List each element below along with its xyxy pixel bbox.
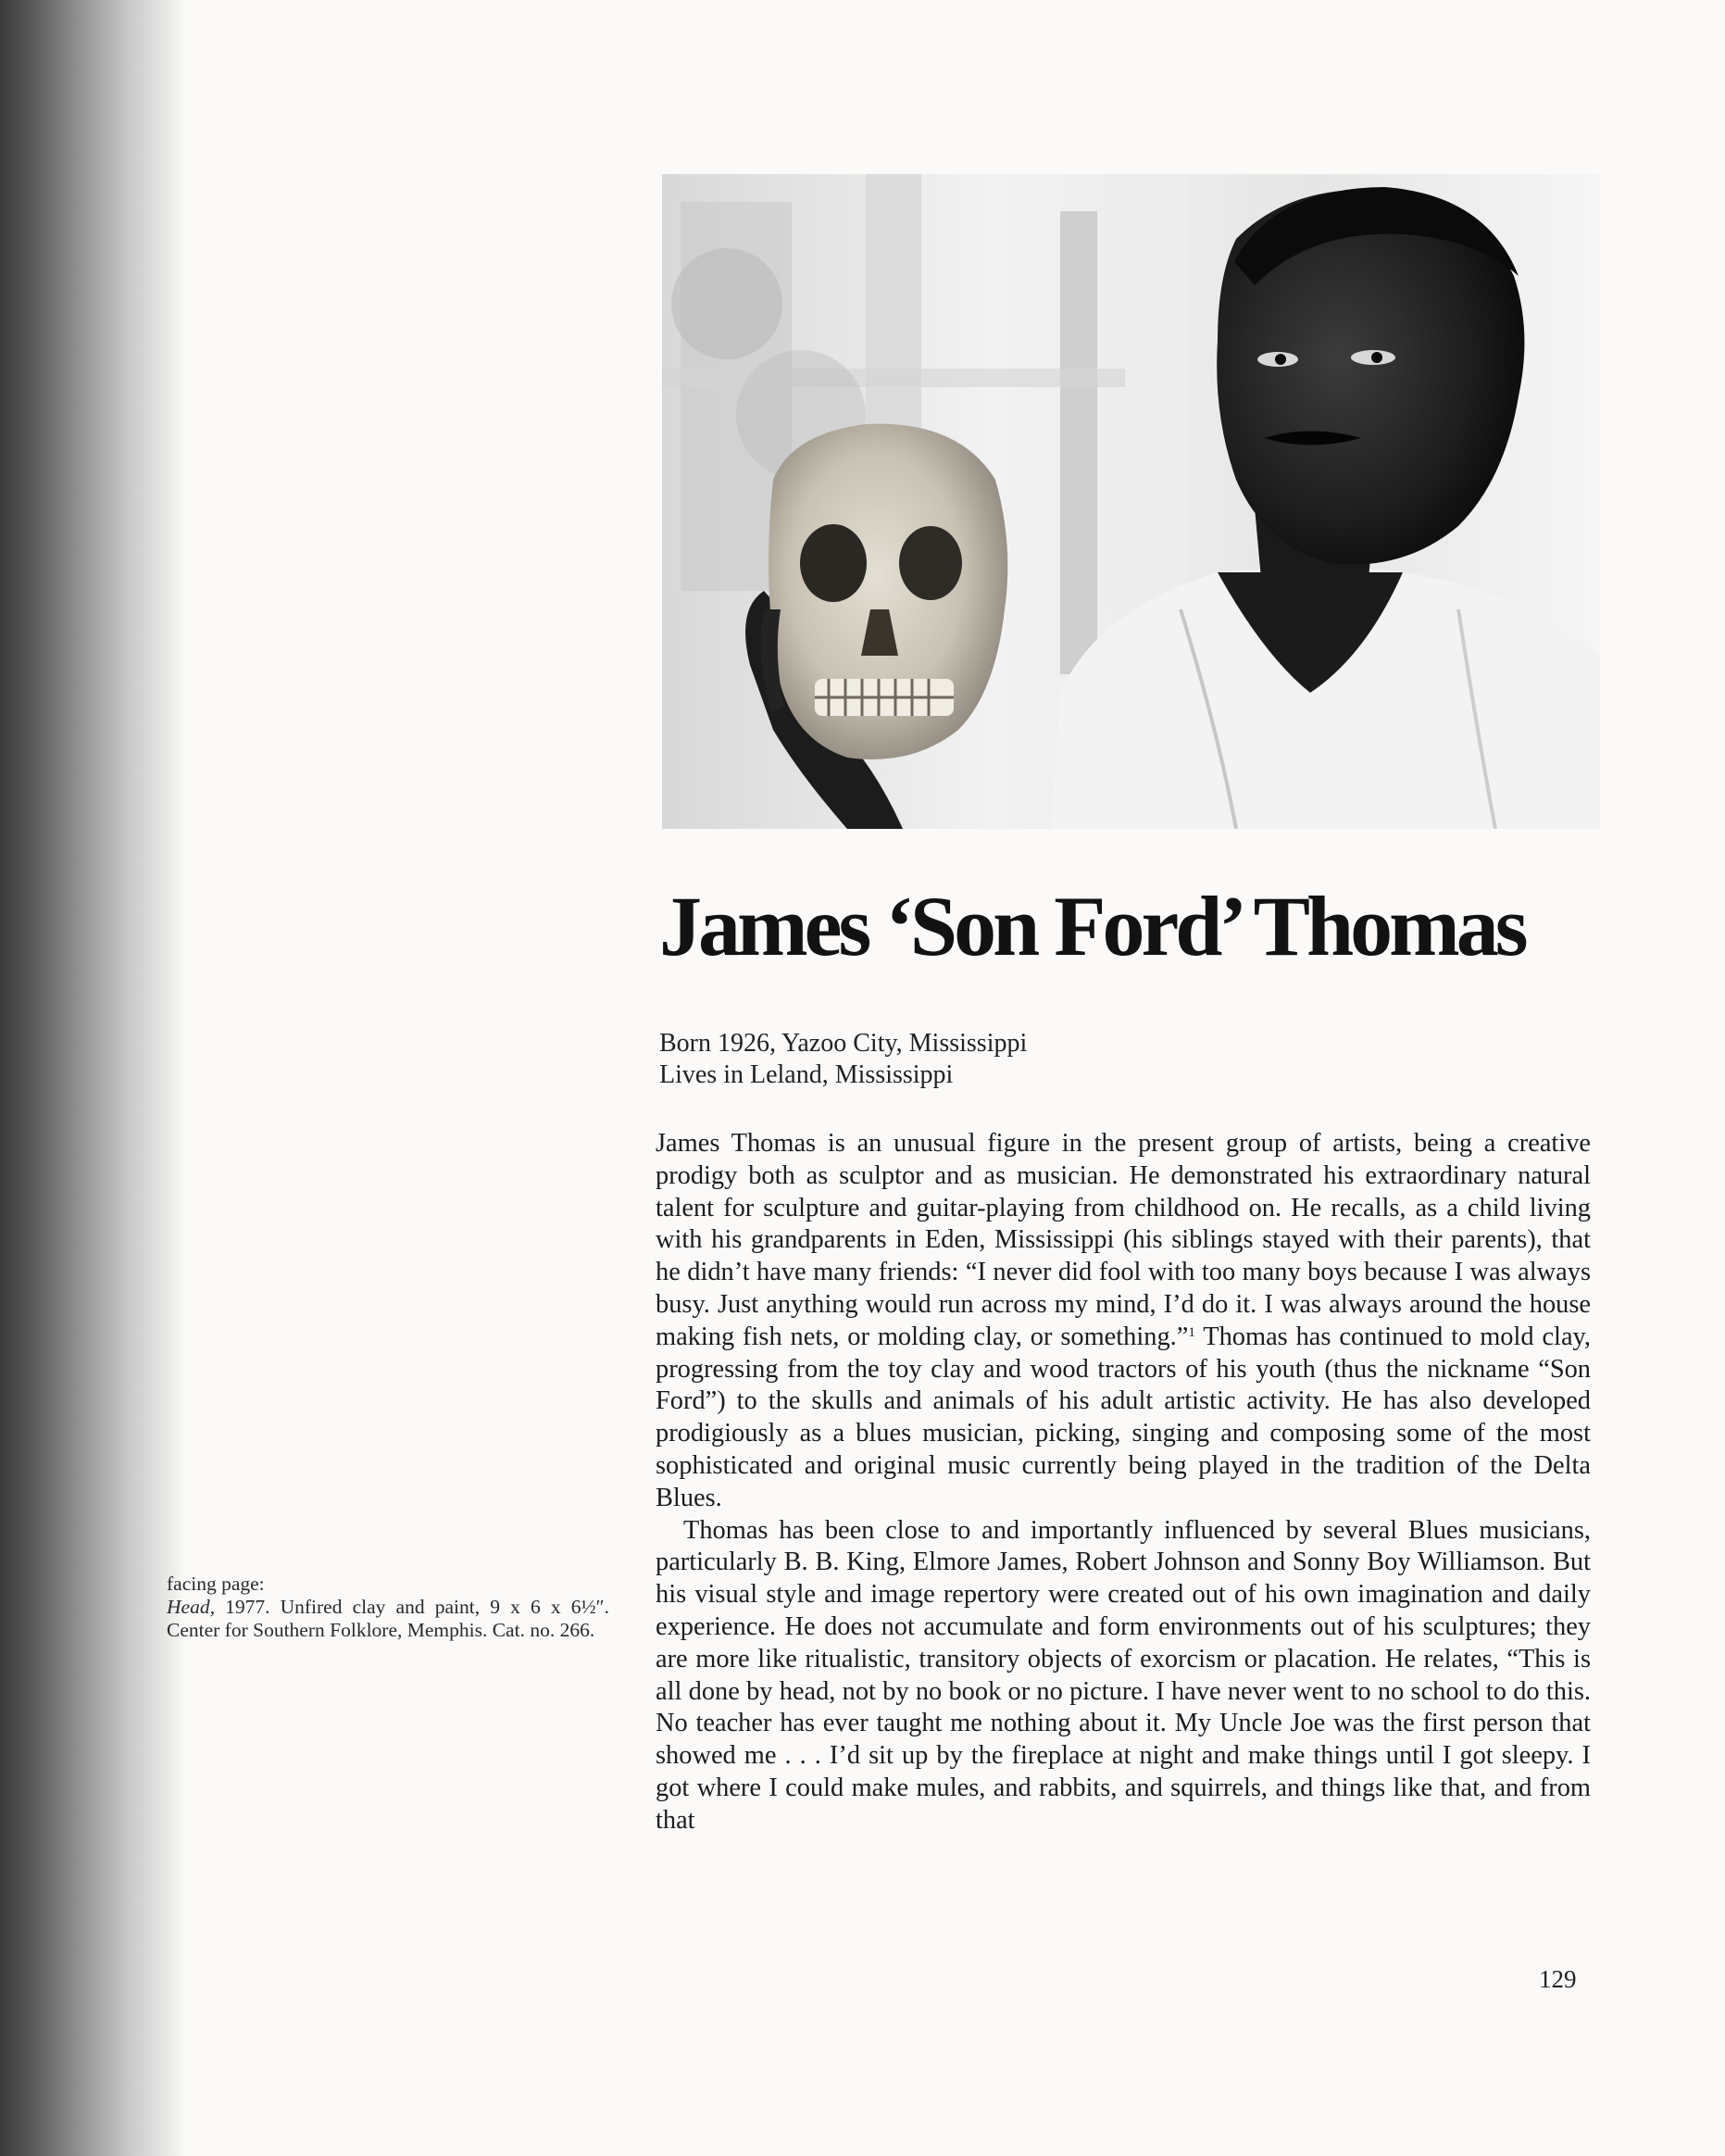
article-body <box>656 1128 1591 1837</box>
figure-caption <box>167 1573 609 1642</box>
article-title: James ‘Son Ford’ Thomas <box>659 879 1525 973</box>
caption-details: 1977. Unfired clay and paint, 9 x 6 x 6½″. Center for Southern Folklore, Memphis. Cat. no. 266. <box>167 1596 609 1641</box>
paragraph-1 <box>656 1128 1591 1515</box>
caption-label: facing page: <box>167 1573 265 1595</box>
artist-photo <box>662 174 1600 829</box>
paragraph-1-part-1: James Thomas is an unusual figure in the present group of artists, being a creative prodigy both as sculptor and as musician. He demonstrated his extraordinary natural talent for sculpture and guitar-playing from childhood on. He recalls, as a child living with his grandparents in Eden, Mississippi (his siblings stayed with their parents), that he didn’t have many friends: “I never did fool with too many boys because I was always busy. Just anything would run across my mind, I’d do it. I was always around the house making fish nets, or molding clay, or something.” <box>656 1129 1591 1351</box>
birth-info: Born 1926, Yazoo City, Mississippi <box>659 1029 1028 1058</box>
artist-photo-illustration <box>662 174 1600 829</box>
paragraph-2: Thomas has been close to and importantly influenced by several Blues musicians, particularly B. B. King, Elmore James, Robert Johnson and Sonny Boy Williamson. But his visual style and image repertory were created out of his own imagination and daily experience. He does not accumulate and form environments out of his sculptures; they are more like ritualistic, transitory objects of exorcism or placation. He relates, “This is all done by head, not by no book or no picture. I have never went to no school to do this. No teacher has ever taught me nothing about it. My Uncle Joe was the first person that showed me . . . I’d sit up by the fireplace at night and make things until I got sleepy. I got where I could make mules, and rabbits, and squirrels, and things like that, and from that <box>656 1515 1591 1835</box>
caption-work-title: Head, <box>167 1596 215 1618</box>
artist-vitals <box>659 1028 1493 1091</box>
footnote-ref-1: 1 <box>1188 1324 1195 1340</box>
page-number: 129 <box>1539 1965 1577 1993</box>
paragraph-1-part-2: Thomas has continued to mold clay, progressing from the toy clay and wood tractors of his youth (thus the nickname “Son Ford”) to the skulls and animals of his adult artistic activity. He has also developed prodigiously as a blues musician, picking, singing and composing some of the most sophisticated and original music currently being played in the tradition of the Delta Blues. <box>656 1322 1591 1512</box>
book-gutter-shadow <box>0 0 185 2156</box>
residence-info: Lives in Leland, Mississippi <box>659 1060 954 1089</box>
